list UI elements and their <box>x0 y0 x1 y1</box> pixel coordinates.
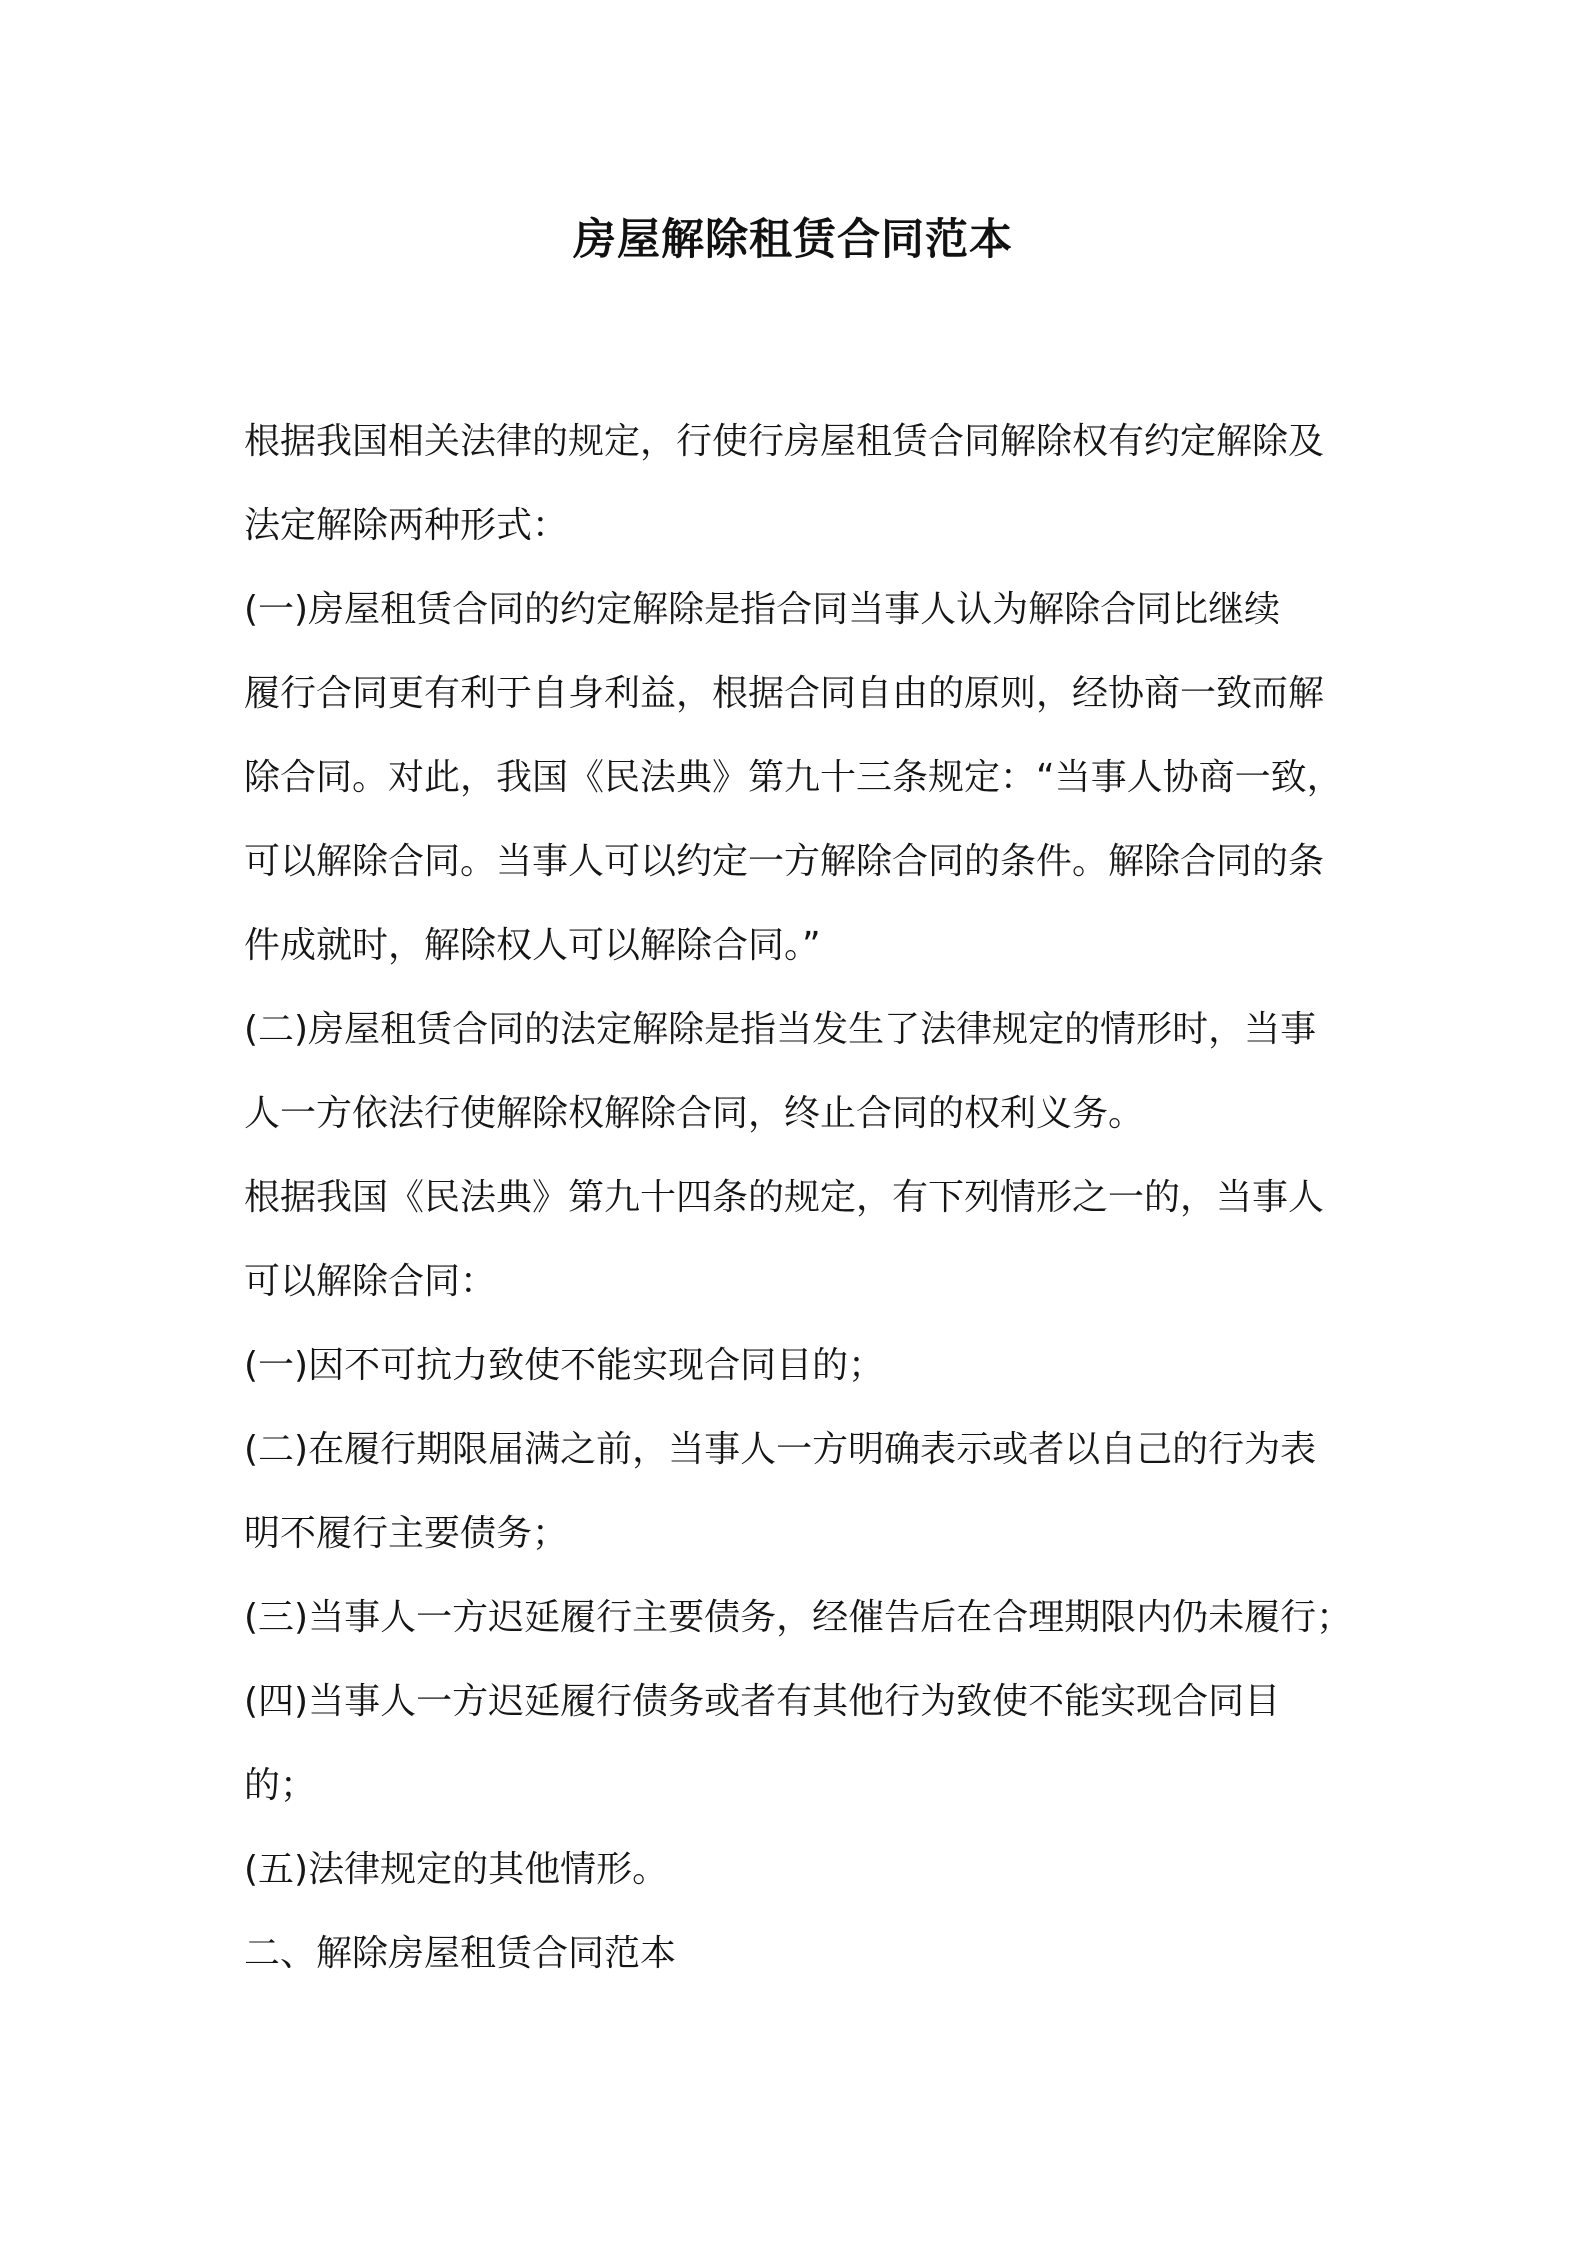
body-line: 法定解除两种形式： <box>244 505 569 546</box>
document-body <box>244 400 1364 1996</box>
body-line: (一)因不可抗力致使不能实现合同目的； <box>244 1345 885 1386</box>
body-line: (二)在履行期限届满之前，当事人一方明确表示或者以自己的行为表 <box>244 1429 1317 1470</box>
body-line: 根据我国相关法律的规定，行使行房屋租赁合同解除权有约定解除及 <box>244 421 1325 462</box>
body-line: 的； <box>244 1765 317 1806</box>
body-line: 根据我国《民法典》第九十四条的规定，有下列情形之一的，当事人 <box>244 1177 1325 1218</box>
body-line: 可以解除合同： <box>244 1261 497 1302</box>
body-line: (三)当事人一方迟延履行主要债务，经催告后在合理期限内仍未履行； <box>244 1597 1353 1638</box>
body-line: 履行合同更有利于自身利益，根据合同自由的原则，经协商一致而解 <box>244 673 1325 714</box>
body-line: (四)当事人一方迟延履行债务或者有其他行为致使不能实现合同目 <box>244 1681 1281 1722</box>
body-line: 明不履行主要债务； <box>244 1513 569 1554</box>
section-heading: 二、解除房屋租赁合同范本 <box>244 1933 677 1974</box>
document-title: 房屋解除租赁合同范本 <box>573 215 1013 265</box>
body-line: 人一方依法行使解除权解除合同，终止合同的权利义务。 <box>244 1093 1145 1134</box>
body-line: 可以解除合同。当事人可以约定一方解除合同的条件。解除合同的条 <box>244 841 1325 882</box>
body-line: (五)法律规定的其他情形。 <box>244 1849 669 1890</box>
body-line: 件成就时，解除权人可以解除合同。” <box>244 925 821 966</box>
body-line: (一)房屋租赁合同的约定解除是指合同当事人认为解除合同比继续 <box>244 589 1281 630</box>
body-line: (二)房屋租赁合同的法定解除是指当发生了法律规定的情形时，当事 <box>244 1009 1317 1050</box>
body-line: 除合同。对此，我国《民法典》第九十三条规定：“当事人协商一致， <box>244 757 1343 798</box>
